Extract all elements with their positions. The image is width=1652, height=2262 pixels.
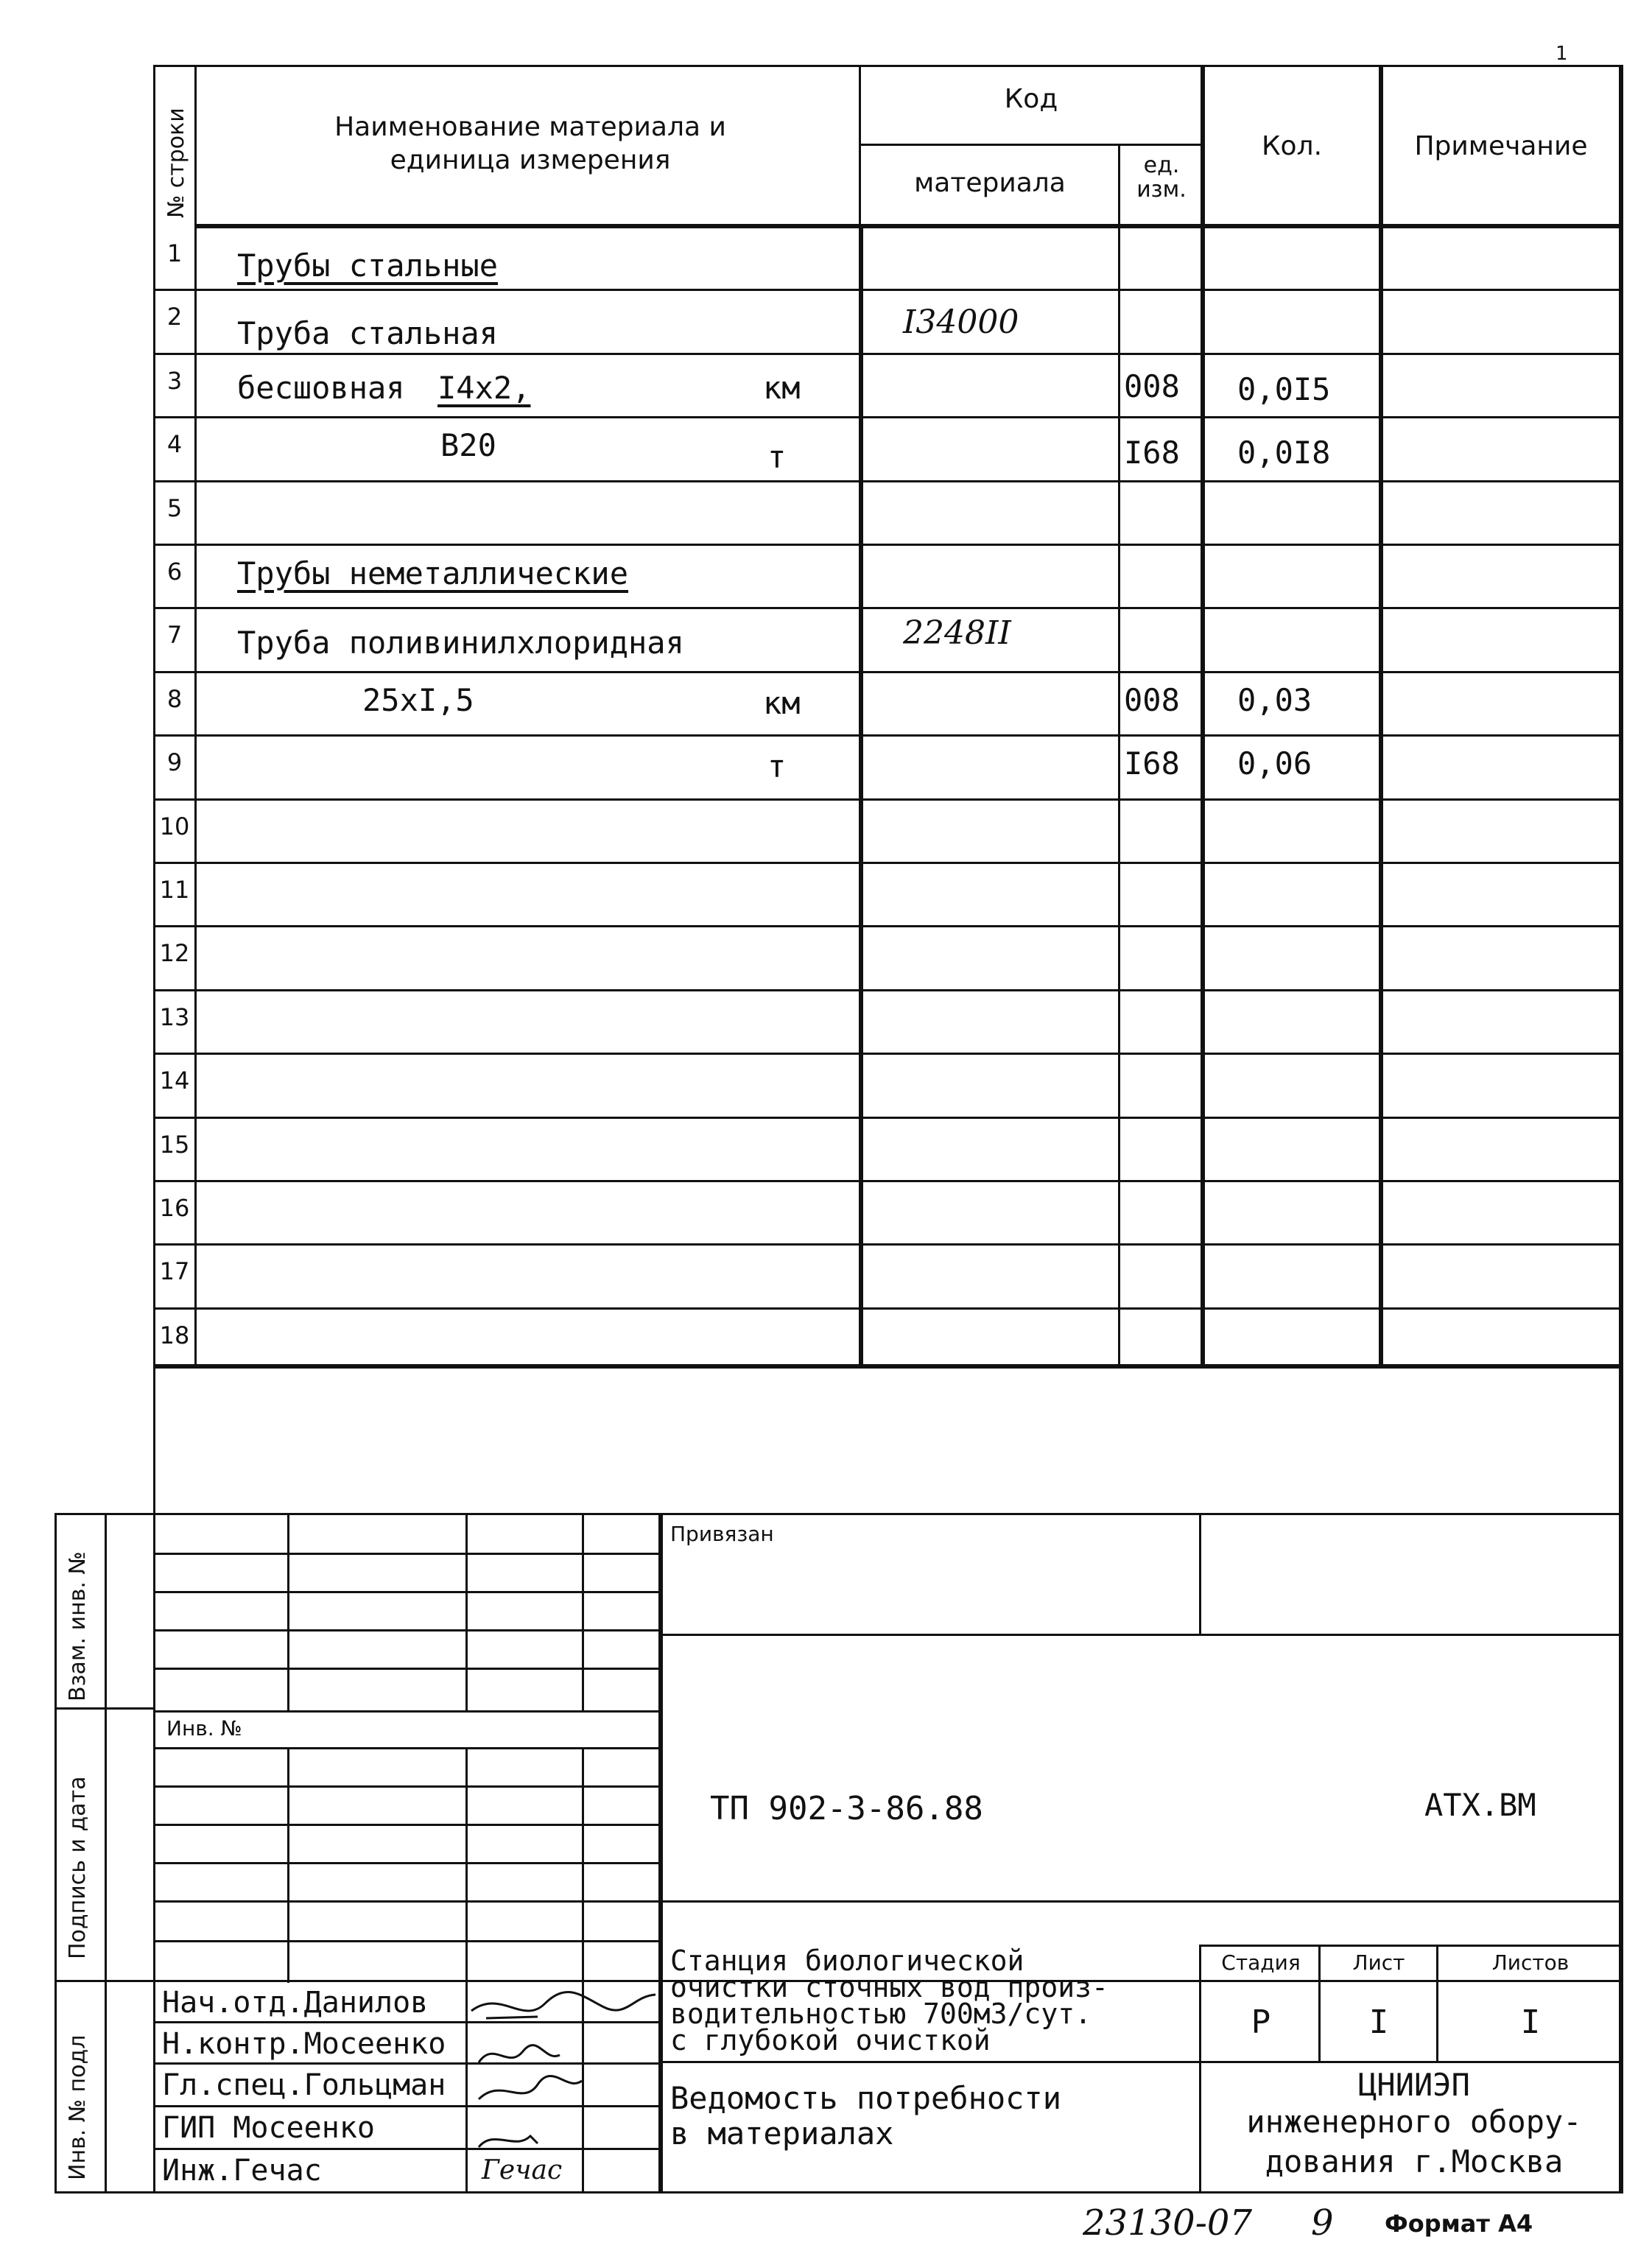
row-divider [153,480,1620,482]
row-divider [153,734,1620,737]
row-number: 10 [159,812,190,840]
row-9-qty: 0,06 [1237,745,1312,781]
qty-header: Кол. [1261,131,1323,161]
stage-value: Р [1251,2003,1271,2041]
row-divider [153,925,1620,927]
row-8-name: 25xI,5 [362,682,474,718]
archive-number: 23130-07 [1083,2202,1252,2244]
handwritten-signature-text: Гечас [482,2155,563,2185]
row-number: 15 [159,1130,190,1159]
signer-role: Инж. [162,2154,233,2188]
row-number: 12 [159,939,190,968]
row-3-unit-code: 008 [1124,368,1180,404]
project-title-line-2: очистки сточных вод произ- [670,1971,1108,2003]
row-3-name: бесшовная [237,370,405,406]
page-number: 9 [1311,2202,1334,2244]
signer-row [162,2111,375,2145]
row-number: 16 [159,1194,190,1222]
project-title-line-1: Станция биологической [670,1945,1024,1977]
row-divider [153,798,1620,801]
row-number: 8 [166,684,183,713]
code-header: Код [1004,84,1058,114]
row-divider [153,862,1620,864]
signer-row [162,2068,446,2102]
row-6-name: Трубы неметаллические [237,555,629,591]
signer-name: Гечас [233,2154,322,2188]
row-divider [153,1117,1620,1119]
row-divider [153,1243,1620,1246]
row-2-name: Труба стальная [237,315,499,351]
format-label: Формат А4 [1385,2210,1533,2238]
sheets-label: Листов [1491,1950,1570,1975]
name-header: Наименование материала и единица измерения [334,112,726,175]
row-divider [153,1053,1620,1055]
row-divider [153,353,1620,355]
signer-role: Н.контр. [162,2027,304,2061]
row-divider [153,1307,1620,1310]
row-8-unit: км [763,685,801,721]
row-1-name: Трубы стальные [237,247,499,284]
row-number: 13 [159,1002,190,1031]
signer-name: Мосеенко [233,2111,375,2145]
signer-row [162,2027,446,2061]
row-3-unit: км [763,370,801,406]
row-3-size: I4x2, [437,370,531,406]
row-divider [153,289,1620,291]
signer-role: ГИП [162,2111,216,2145]
row-number: 9 [166,748,183,777]
inv-no-label: Инв. № [166,1716,242,1741]
note-header: Примечание [1414,131,1588,161]
signer-role: Гл.спец. [162,2068,304,2102]
row-8-unit-code: 008 [1124,682,1180,718]
row-number: 17 [159,1257,190,1286]
sheet-label: Лист [1352,1950,1405,1975]
row-divider [153,416,1620,418]
project-title-line-4: с глубокой очисткой [670,2024,991,2056]
row-divider [153,989,1620,991]
vzam-inv-label: Взам. инв. № [65,1551,91,1701]
row-divider [153,607,1620,609]
org-line-1: ЦНИИЭП [1358,2067,1470,2103]
sheets-value: I [1520,2003,1541,2041]
stage-label: Стадия [1221,1950,1301,1975]
code-material-header: материала [914,168,1066,198]
row-number: 3 [166,366,183,395]
sheet-value: I [1368,2003,1389,2041]
row-7-name: Труба поливинилхлоридная [237,625,684,661]
row-number: 6 [166,558,183,586]
inv-podl-label: Инв. № подл [65,2034,91,2180]
podpis-data-label: Подпись и дата [65,1776,91,1959]
row-9-unit: т [767,748,787,784]
privyazan-label: Привязан [670,1522,774,1546]
project-title-line-3: водительностью 700м3/сут. [670,1998,1092,2030]
row-number: 1 [166,239,183,267]
row-8-qty: 0,03 [1237,682,1312,718]
sheet-title-line-2: в материалах [670,2115,894,2152]
row-number: 11 [159,876,190,904]
row-divider [153,544,1620,546]
signature-scribbles [457,1981,663,2195]
signer-row [162,1986,428,2020]
doc-mark: АТХ.ВМ [1424,1787,1536,1823]
row-number: 5 [166,494,183,522]
row-9-unit-code: I68 [1124,745,1180,781]
org-line-2: инженерного обору- [1246,2104,1582,2140]
row-3-qty: 0,0I5 [1237,371,1331,407]
row-number: 4 [166,430,183,459]
signer-role: Нач.отд. [162,1986,304,2020]
code-unit-header: ед. изм. [1136,152,1187,203]
signer-name: Данилов [303,1986,429,2020]
signer-name: Гольцман [303,2068,446,2102]
row-4-qty: 0,0I8 [1237,435,1331,471]
corner-mark: 1 [1556,43,1568,65]
org-line-3: дования г.Москва [1265,2143,1564,2180]
row-2-code: I34000 [903,303,1019,341]
row-divider [153,671,1620,673]
row-7-code: 2248II [903,614,1011,652]
sheet-title-line-1: Ведомость потребности [670,2080,1062,2116]
row-number: 18 [159,1321,190,1349]
row-4-name: В20 [440,427,496,463]
row-4-unit: т [767,439,787,475]
row-divider [153,1180,1620,1182]
row-number-header: № строки [164,108,189,218]
doc-code: ТП 902-3-86.88 [710,1790,983,1827]
row-number: 7 [166,621,183,650]
row-number: 14 [159,1067,190,1095]
signer-row [162,2154,322,2188]
signer-name: Мосеенко [303,2027,446,2061]
row-4-unit-code: I68 [1124,435,1180,471]
row-number: 2 [166,303,183,331]
